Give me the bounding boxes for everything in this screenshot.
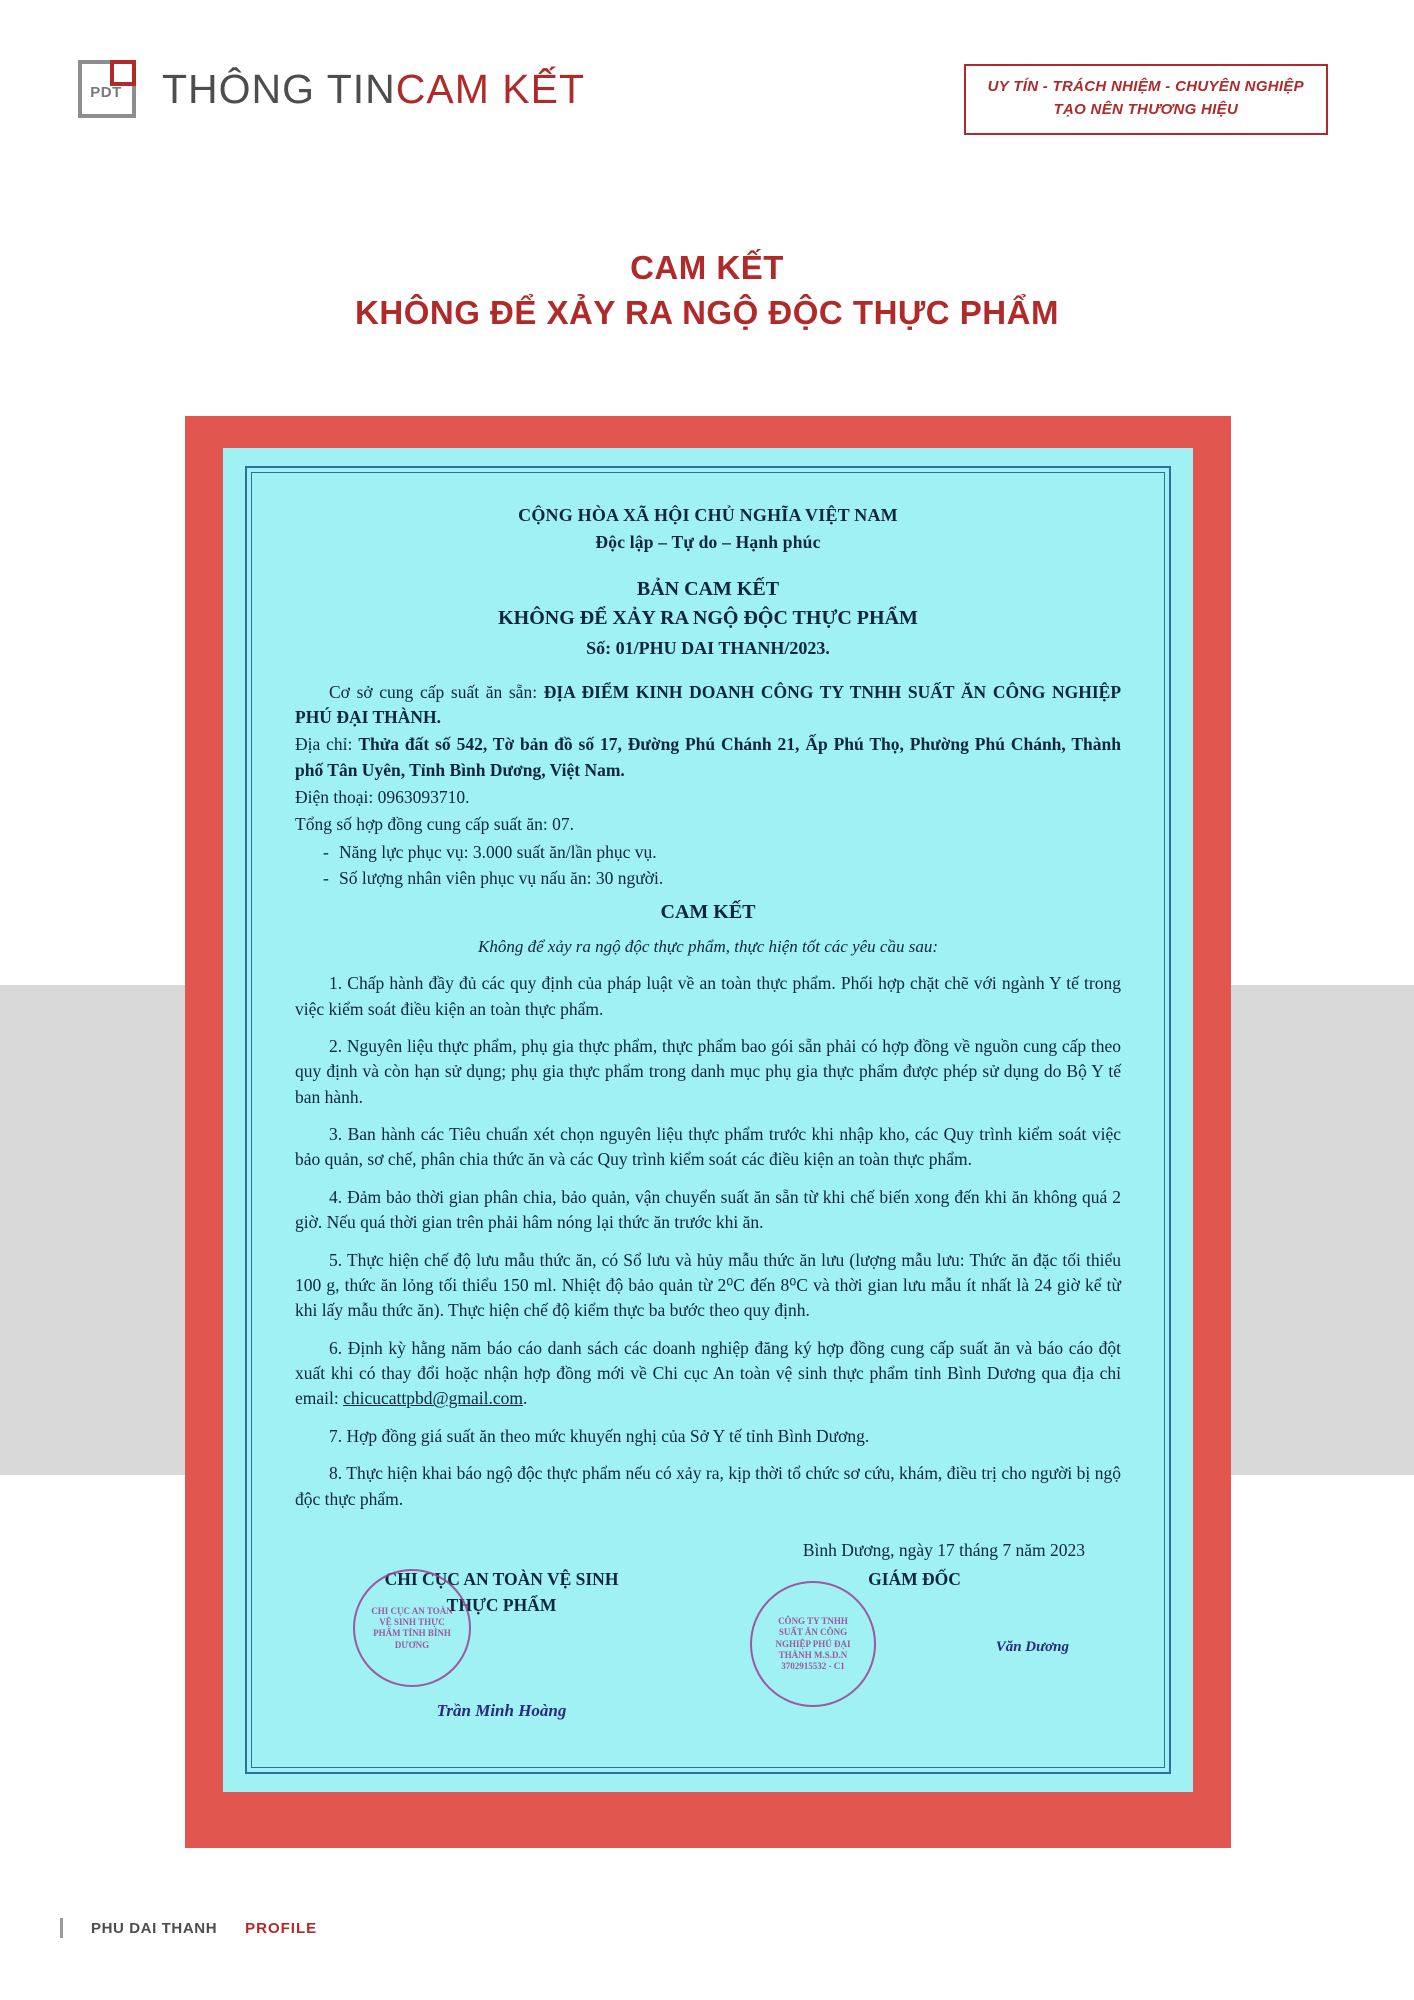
slogan-line-1: UY TÍN - TRÁCH NHIỆM - CHUYÊN NGHIỆP xyxy=(987,78,1304,95)
company-stamp-icon: CÔNG TY TNHH SUẤT ĂN CÔNG NGHIỆP PHÚ ĐẠI THÀNH M.S.D.N 3702915532 - C1 xyxy=(750,1581,876,1707)
signature-date: Bình Dương, ngày 17 tháng 7 năm 2023 xyxy=(802,1539,1085,1560)
commitment-item-6 xyxy=(295,1336,1121,1412)
commitment-item-6-end: . xyxy=(523,1388,528,1409)
document-frame xyxy=(185,416,1231,1848)
pdt-logo-icon xyxy=(78,60,136,118)
phone-line: Điện thoại: 0963093710. xyxy=(295,787,470,808)
national-heading xyxy=(295,502,1121,555)
facility-name: ĐỊA ĐIỂM KINH DOANH CÔNG TY TNHH SUẤT ĂN CÔNG NGHIỆP PHÚ ĐẠI THÀNH. xyxy=(295,681,1122,727)
commitment-item-7: 7. Hợp đồng giá suất ăn theo mức khuyến nghị của Sở Y tế tỉnh Bình Dương. xyxy=(329,1425,870,1446)
document-paper xyxy=(223,448,1193,1792)
commitment-item-4: 4. Đảm bảo thời gian phân chia, bảo quản, vận chuyển suất ăn sẵn từ khi chế biến xong đến khi ăn không quá 2 giờ. Nếu quá thời gian trên phải hâm nóng lại thức ăn trước khi ăn. xyxy=(295,1186,1121,1233)
signature-left-line-1: CHI CỤC AN TOÀN VỆ SINH xyxy=(384,1569,619,1590)
signature-right-name: Văn Dương xyxy=(995,1639,1069,1656)
commitment-subtitle: Không để xảy ra ngộ độc thực phẩm, thực hiện tốt các yêu cầu sau: xyxy=(478,936,938,956)
logo-square-accent xyxy=(110,60,136,86)
commitment-item-3: 3. Ban hành các Tiêu chuẩn xét chọn nguyên liệu thực phẩm trước khi nhập kho, các Quy trình kiểm soát việc bảo quản, sơ chế, phân chia thức ăn và các Quy trình kiểm soát các điều kiện an toàn thực phẩm. xyxy=(295,1124,1121,1170)
list-item: - Năng lực phục vụ: 3.000 suất ăn/lần phục vụ. xyxy=(339,840,1121,865)
slogan-box xyxy=(964,64,1328,135)
brand-title-main: THÔNG TIN xyxy=(162,65,396,112)
page-title-line-2: KHÔNG ĐỂ XẢY RA NGỘ ĐỘC THỰC PHẨM xyxy=(355,293,1059,331)
document-number: Số: 01/PHU DAI THANH/2023. xyxy=(586,638,830,659)
signature-block-left xyxy=(295,1567,708,1720)
signature-left-name: Trần Minh Hoàng xyxy=(436,1700,567,1720)
list-item: - Số lượng nhân viên phục vụ nấu ăn: 30 người. xyxy=(339,866,1121,891)
document-title-line-1: BẢN CAM KẾT xyxy=(636,578,780,601)
commitment-item-5: 5. Thực hiện chế độ lưu mẫu thức ăn, có Sổ lưu và hủy mẫu thức ăn lưu (lượng mẫu lưu: Thức ăn đặc tối thiểu 100 g, thức ăn lỏng tối thiểu 150 ml. Nhiệt độ bảo quản từ 2⁰C đến 8⁰C và thời gian lưu mẫu ít nhất là 24 giờ kể từ khi lấy mẫu thức ăn). Thực hiện chế độ kiểm thực ba bước theo quy định. xyxy=(295,1249,1121,1321)
brand-title-accent: CAM KẾT xyxy=(395,65,585,112)
document-title xyxy=(295,575,1121,633)
signature-row xyxy=(295,1567,1121,1720)
page-brand-title xyxy=(162,66,585,113)
page-title-line-1: CAM KẾT xyxy=(630,249,784,286)
signature-left-line-2: THỰC PHẨM xyxy=(446,1594,557,1615)
page-footer xyxy=(60,1918,317,1938)
signature-right-title: GIÁM ĐỐC xyxy=(868,1569,961,1590)
official-stamp-icon: CHI CỤC AN TOÀN VỆ SINH THỰC PHẨM TỈNH BÌNH DƯƠNG xyxy=(353,1569,471,1687)
capacity-list xyxy=(295,840,1121,892)
email-link[interactable]: chicucattpbd@gmail.com xyxy=(343,1388,523,1409)
logo-block xyxy=(78,60,585,118)
national-line-1: CỘNG HÒA XÃ HỘI CHỦ NGHĨA VIỆT NAM xyxy=(518,505,898,525)
page-title xyxy=(0,246,1414,335)
document-title-line-2: KHÔNG ĐỂ XẢY RA NGỘ ĐỘC THỰC PHẨM xyxy=(498,607,918,630)
page-header xyxy=(0,52,1414,142)
signature-block-right xyxy=(708,1567,1121,1717)
commitment-item-6-text: 6. Định kỳ hằng năm báo cáo danh sách các doanh nghiệp đăng ký hợp đồng cung cấp suất ăn và báo cáo đột xuất khi có thay đổi hoặc nhận hợp đồng mới về Chi cục An toàn vệ sinh thực phẩm tỉnh Bình Dương qua địa chỉ email: xyxy=(295,1337,1121,1409)
document-content xyxy=(245,470,1171,1727)
logo-initials: PDT xyxy=(90,83,122,101)
national-line-2: Độc lập – Tự do – Hạnh phúc xyxy=(595,532,821,553)
commitment-item-8: 8. Thực hiện khai báo ngộ độc thực phẩm nếu có xảy ra, kịp thời tổ chức sơ cứu, khám, điều trị cho người bị ngộ độc thực phẩm. xyxy=(295,1463,1121,1509)
address-paragraph xyxy=(295,732,1121,783)
commitment-heading: CAM KẾT xyxy=(660,900,756,923)
slogan-line-2: TẠO NÊN THƯƠNG HIỆU xyxy=(1053,100,1239,118)
facility-paragraph xyxy=(295,680,1121,731)
facility-label: Cơ sở cung cấp suất ăn sẵn: xyxy=(329,681,538,702)
footer-divider xyxy=(60,1918,63,1938)
contracts-line: Tổng số hợp đồng cung cấp suất ăn: 07. xyxy=(295,814,575,835)
footer-section-label: PROFILE xyxy=(245,1919,318,1937)
commitment-item-2: 2. Nguyên liệu thực phẩm, phụ gia thực phẩm, thực phẩm bao gói sẵn phải có hợp đồng về nguồn cung cấp theo quy định và còn hạn sử dụng; phụ gia thực phẩm trong danh mục phụ gia thực phẩm được phép sử dụng do Bộ Y tế ban hành. xyxy=(295,1035,1121,1107)
footer-company-name: PHU DAI THANH xyxy=(91,1919,218,1937)
commitment-item-1: 1. Chấp hành đầy đủ các quy định của pháp luật về an toàn thực phẩm. Phối hợp chặt chẽ với ngành Y tế trong việc kiểm soát điều kiện an toàn thực phẩm. xyxy=(295,973,1121,1019)
address-value: Thửa đất số 542, Tờ bản đồ số 17, Đường Phú Chánh 21, Ấp Phú Thọ, Phường Phú Chánh, Thành phố Tân Uyên, Tỉnh Bình Dương, Việt Nam. xyxy=(295,734,1121,780)
document-body xyxy=(295,680,1121,1512)
address-label: Địa chỉ: xyxy=(295,734,353,755)
